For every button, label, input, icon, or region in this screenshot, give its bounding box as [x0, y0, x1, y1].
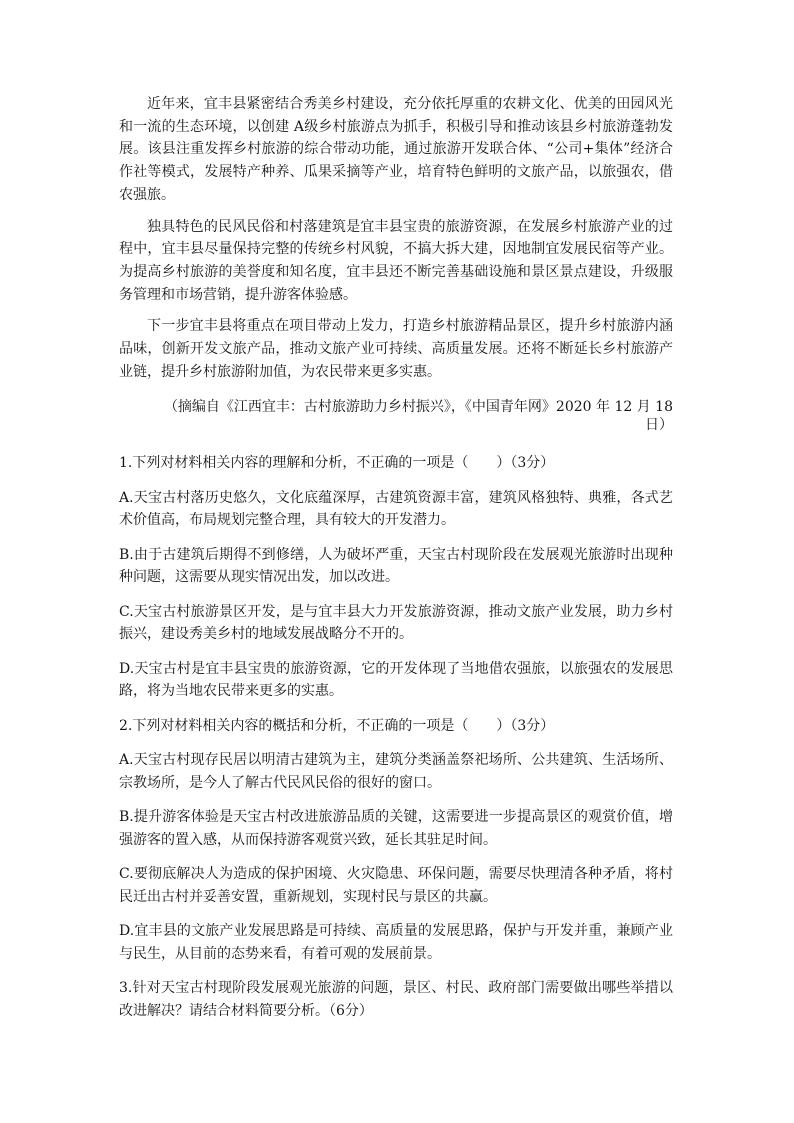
- question-1-option-c: [119, 601, 673, 646]
- question-line: 改进解决？请结合材料简要分析。（6分）: [119, 1002, 373, 1019]
- option-line: B.提升游客体验是天宝古村改进旅游品质的关键，这需要进一步提高景区的观赏价值，增: [119, 809, 673, 826]
- option-line: 振兴，建设秀美乡村的地域发展战略分不开的。: [119, 626, 413, 643]
- question-1-stem: [119, 452, 673, 475]
- option-line: 与民生，从目前的态势来看，有着可观的发展前景。: [119, 945, 441, 962]
- paragraph-line: 和一流的生态环境，以创建 A级乡村旅游点为抓手，积极引导和推动该县乡村旅游蓬勃发: [119, 118, 673, 135]
- option-line: B.由于古建筑后期得不到修缮，人为破坏严重，天宝古村现阶段在发展观光旅游时出现种: [119, 546, 673, 563]
- question-1-option-d: [119, 658, 673, 703]
- question-3-stem: [119, 977, 673, 1022]
- question-2-option-d: [119, 920, 673, 965]
- paragraph-line: 品味，创新开发文旅产品，推动文旅产业可持续、高质量发展。还将不断延长乡村旅游产: [119, 341, 673, 358]
- source-line: 日）: [645, 417, 673, 434]
- paragraph-line: 近年来，宜丰县紧密结合秀美乡村建设，充分依托厚重的农耕文化、优美的田园风光: [147, 96, 673, 112]
- option-line: 路，将为当地农民带来更多的实惠。: [119, 683, 343, 700]
- question-2-option-c: [119, 863, 673, 908]
- paragraph-line: 为提高乡村旅游的美誉度和知名度，宜丰县还不断完善基础设施和景区景点建设，升级服: [119, 263, 673, 280]
- option-line: 种问题，这需要从现实情况出发，加以改进。: [119, 569, 399, 586]
- question-line: 3.针对天宝古村现阶段发展观光旅游的问题，景区、村民、政府部门需要做出哪些举措以: [119, 980, 673, 997]
- question-2-option-b: [119, 806, 673, 851]
- paragraph-line: 程中，宜丰县尽量保持完整的传统乡村风貌，不搞大拆大建，因地制宜发展民宿等产业。: [119, 241, 673, 258]
- source-citation: [119, 398, 673, 434]
- article-paragraph-2: [119, 216, 673, 307]
- option-line: C.天宝古村旅游景区开发，是与宜丰县大力开发旅游资源，推动文旅产业发展，助力乡村: [119, 603, 673, 620]
- document-body: [119, 93, 673, 1022]
- option-line: 强游客的置入感，从而保持游客观赏兴致，延长其驻足时间。: [119, 831, 497, 848]
- option-line: D.天宝古村是宜丰县宝贵的旅游资源，它的开发体现了当地借农强旅，以旅强农的发展思: [119, 660, 673, 677]
- paragraph-line: 下一步宜丰县将重点在项目带动上发力，打造乡村旅游精品景区，提升乡村旅游内涵: [147, 318, 673, 335]
- paragraph-line: 展。该县注重发挥乡村旅游的综合带动功能，通过旅游开发联合体、“公司+集体”经济合: [119, 141, 673, 158]
- option-line: 宗教场所，是今人了解古代民风民俗的很好的窗口。: [119, 774, 441, 791]
- question-line: 1.下列对材料相关内容的理解和分析，不正确的一项是（ ）（3分）: [119, 455, 555, 472]
- article-paragraph-3: [119, 315, 673, 383]
- paragraph-line: 农强旅。: [119, 186, 175, 203]
- question-2-option-a: [119, 749, 673, 794]
- source-line: （摘编自《江西宜丰：古村旅游助力乡村振兴》，《中国青年网》2020 年 12 月 18: [163, 399, 673, 416]
- question-line: 2.下列对材料相关内容的概括和分析，不正确的一项是（ ）（3分）: [119, 717, 555, 734]
- question-2-stem: [119, 715, 673, 738]
- option-line: 术价值高，布局规划完整合理，具有较大的开发潜力。: [119, 512, 455, 529]
- question-1-option-a: [119, 487, 673, 532]
- option-line: C.要彻底解决人为造成的保护困境、火灾隐患、环保问题，需要尽快理清各种矛盾，将村: [119, 866, 673, 883]
- paragraph-line: 独具特色的民风民俗和村落建筑是宜丰县宝贵的旅游资源，在发展乡村旅游产业的过: [147, 218, 673, 235]
- option-line: D.宜丰县的文旅产业发展思路是可持续、高质量的发展思路，保护与开发并重，兼顾产业: [119, 923, 673, 940]
- option-line: A.天宝古村现存民居以明清古建筑为主，建筑分类涵盖祭祀场所、公共建筑、生活场所、: [119, 752, 673, 769]
- option-line: 民迁出古村并妥善安置，重新规划，实现村民与景区的共赢。: [119, 888, 497, 905]
- paragraph-line: 业链，提升乡村旅游附加值，为农民带来更多实惠。: [119, 363, 441, 380]
- paragraph-line: 务管理和市场营销，提升游客体验感。: [119, 286, 357, 303]
- paragraph-line: 作社等模式，发展特产种养、瓜果采摘等产业，培育特色鲜明的文旅产品，以旅强农，借: [119, 164, 673, 181]
- option-line: A.天宝古村落历史悠久，文化底蕴深厚，古建筑资源丰富，建筑风格独特、典雅，各式艺: [119, 489, 673, 506]
- article-paragraph-1: [119, 93, 673, 207]
- question-1-option-b: [119, 544, 673, 589]
